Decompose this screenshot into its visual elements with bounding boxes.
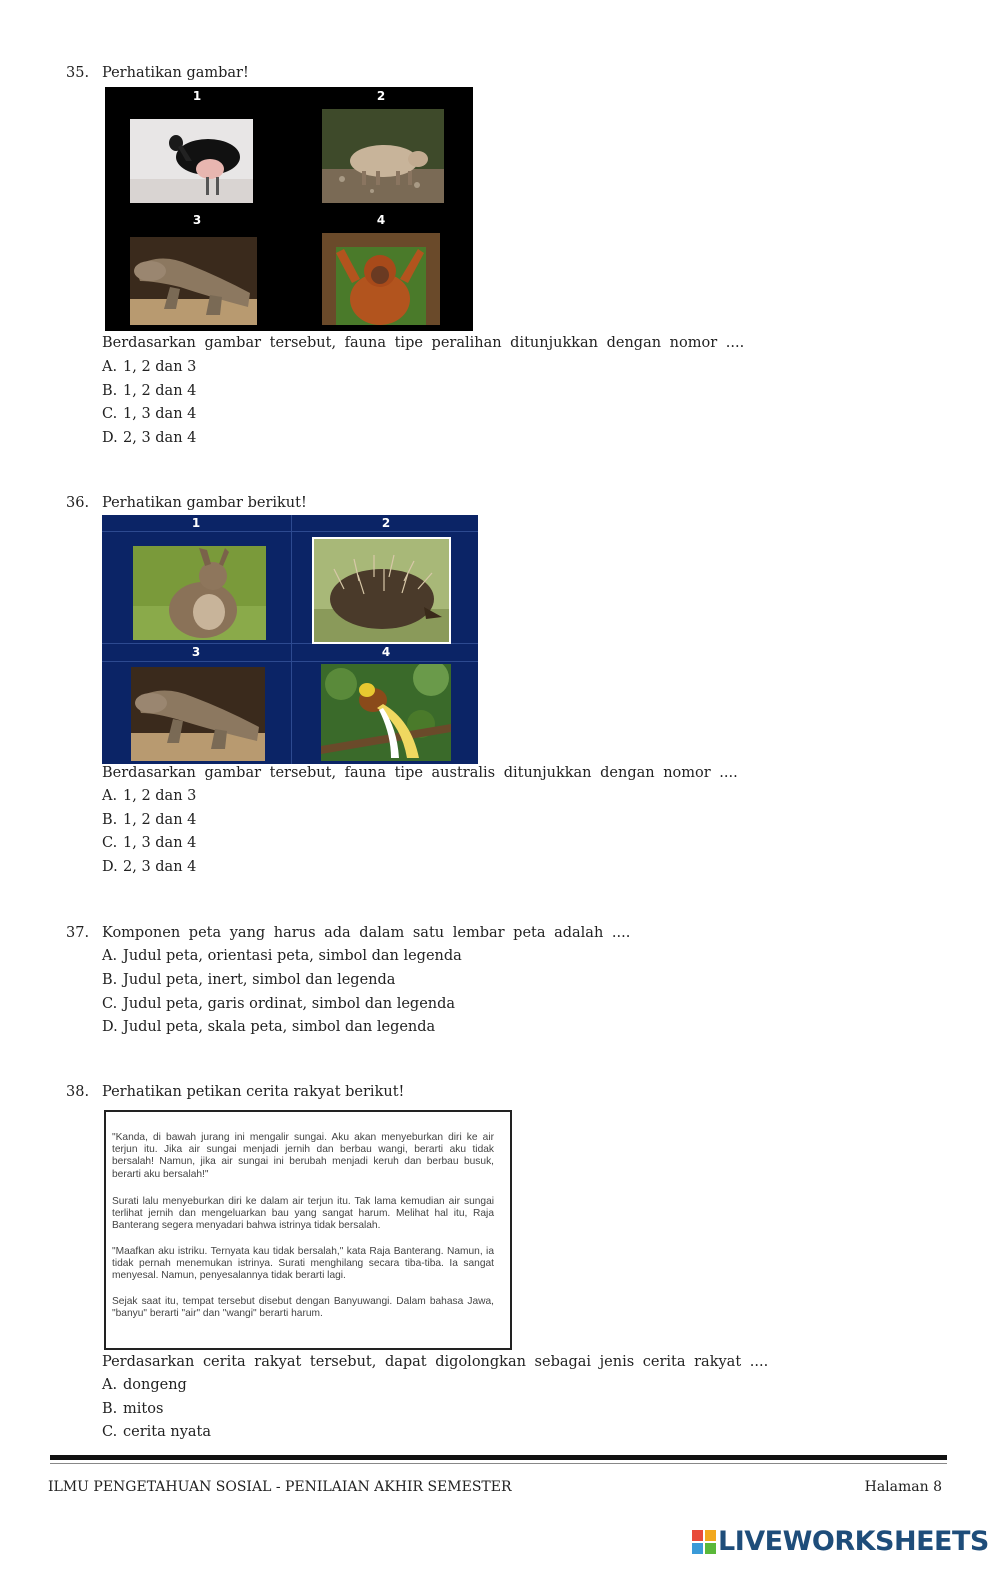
option-text: 1, 3 dan 4 [123, 406, 197, 422]
option-d[interactable] [102, 430, 196, 446]
image-label-1: 1 [192, 89, 202, 103]
option-b[interactable] [102, 812, 196, 828]
option-a[interactable] [102, 1377, 187, 1393]
option-b[interactable] [102, 383, 196, 399]
liveworksheets-logo-icon [692, 1530, 716, 1554]
image-label-2: 2 [376, 89, 386, 103]
brand-text: LIVEWORKSHEETS [718, 1526, 989, 1557]
footer-page-number: Halaman 8 [864, 1479, 942, 1495]
option-letter: A. [102, 788, 118, 804]
image-label-3: 3 [192, 213, 202, 227]
option-text: Judul peta, skala peta, simbol dan legenda [123, 1019, 436, 1035]
image-label-4: 4 [381, 645, 391, 659]
option-letter: D. [102, 1019, 118, 1035]
option-letter: A. [102, 359, 118, 375]
option-text: Judul peta, garis ordinat, simbol dan legenda [123, 996, 456, 1012]
option-text: cerita nyata [123, 1424, 211, 1440]
option-text: 2, 3 dan 4 [123, 430, 197, 446]
footer-subject: ILMU PENGETAHUAN SOSIAL - PENILAIAN AKHIR SEMESTER [48, 1479, 512, 1495]
orangutan-image [322, 233, 440, 325]
option-letter: B. [102, 383, 118, 399]
wallaby-image [133, 546, 266, 640]
option-d[interactable] [102, 859, 196, 875]
grid-line [291, 515, 292, 764]
story-paragraph-2: Surati lalu menyeburkan diri ke dalam air terjun itu. Tak lama kemudian air sungai terlihat jernih dan mengeluarkan bau yang sangat harum. Melihat hal itu, Raja Banterang segera menyadari bahwa istrinya tidak bersalah. [112, 1196, 494, 1232]
q36-image-panel [102, 515, 478, 764]
bird-of-paradise-image [321, 664, 451, 761]
option-c[interactable] [102, 835, 196, 851]
option-a[interactable] [102, 359, 196, 375]
option-c[interactable] [102, 996, 455, 1012]
option-letter: C. [102, 1424, 118, 1440]
folk-story-excerpt [104, 1110, 512, 1350]
question-text: Berdasarkan gambar tersebut, fauna tipe peralihan ditunjukkan dengan nomor .... [102, 335, 745, 351]
image-label-3: 3 [191, 645, 201, 659]
option-letter: B. [102, 1401, 118, 1417]
option-letter: C. [102, 406, 118, 422]
maleo-bird-image [130, 119, 253, 203]
question-prompt: Perhatikan gambar! [102, 65, 249, 81]
option-text: Judul peta, inert, simbol dan legenda [123, 972, 396, 988]
q35-image-panel [105, 87, 473, 331]
grid-line [102, 661, 478, 662]
option-c[interactable] [102, 1424, 211, 1440]
question-prompt: Perhatikan petikan cerita rakyat berikut! [102, 1084, 405, 1100]
question-number: 36. [66, 495, 90, 511]
option-a[interactable] [102, 948, 462, 964]
question-number: 35. [66, 65, 90, 81]
option-c[interactable] [102, 406, 196, 422]
option-text: dongeng [123, 1377, 187, 1393]
question-prompt: Komponen peta yang harus ada dalam satu lembar peta adalah .... [102, 925, 631, 941]
story-paragraph-1: "Kanda, di bawah jurang ini mengalir sungai. Aku akan menyeburkan diri ke air terjun itu. Jika air sungai menjadi jernih dan berbau wangi, berarti aku tidak bersalah! Namun, jika air sungai ini berubah menjadi keruh dan berbau busuk, berarti aku bersalah!" [112, 1132, 494, 1180]
question-prompt: Perhatikan gambar berikut! [102, 495, 307, 511]
option-d[interactable] [102, 1019, 435, 1035]
option-text: 1, 2 dan 4 [123, 383, 197, 399]
echidna-image [312, 537, 451, 644]
komodo-dragon-image [131, 667, 265, 761]
option-letter: A. [102, 948, 118, 964]
option-b[interactable] [102, 1401, 163, 1417]
babirusa-image [322, 109, 444, 203]
image-label-2: 2 [381, 516, 391, 530]
question-text: Berdasarkan gambar tersebut, fauna tipe australis ditunjukkan dengan nomor .... [102, 765, 738, 781]
option-text: mitos [123, 1401, 164, 1417]
option-b[interactable] [102, 972, 395, 988]
question-text: Perdasarkan cerita rakyat tersebut, dapat digolongkan sebagai jenis cerita rakyat .... [102, 1354, 769, 1370]
option-letter: B. [102, 972, 118, 988]
option-letter: C. [102, 835, 118, 851]
option-letter: D. [102, 859, 118, 875]
image-label-4: 4 [376, 213, 386, 227]
story-paragraph-4: Sejak saat itu, tempat tersebut disebut dengan Banyuwangi. Dalam bahasa Jawa, "banyu" berarti "air" dan "wangi" berarti harum. [112, 1296, 494, 1320]
option-text: 1, 3 dan 4 [123, 835, 197, 851]
option-text: Judul peta, orientasi peta, simbol dan legenda [123, 948, 462, 964]
option-text: 1, 2 dan 3 [123, 788, 197, 804]
option-text: 2, 3 dan 4 [123, 859, 197, 875]
option-letter: A. [102, 1377, 118, 1393]
option-text: 1, 2 dan 3 [123, 359, 197, 375]
image-label-1: 1 [191, 516, 201, 530]
story-paragraph-3: "Maafkan aku istriku. Ternyata kau tidak bersalah," kata Raja Banterang. Namun, ia tidak pernah menemukan istrinya. Surati menghilang secara tiba-tiba. Ia sangat menyesal. Namun, penyesalannya tidak berarti lagi. [112, 1246, 494, 1282]
question-number: 38. [66, 1084, 90, 1100]
option-letter: C. [102, 996, 118, 1012]
grid-line [102, 531, 478, 532]
question-number: 37. [66, 925, 90, 941]
option-letter: D. [102, 430, 118, 446]
footer-rule-thick [50, 1455, 947, 1460]
liveworksheets-brand[interactable] [718, 1526, 989, 1557]
option-letter: B. [102, 812, 118, 828]
option-text: 1, 2 dan 4 [123, 812, 197, 828]
option-a[interactable] [102, 788, 196, 804]
komodo-dragon-image [130, 237, 257, 325]
footer-rule-thin [50, 1463, 947, 1464]
